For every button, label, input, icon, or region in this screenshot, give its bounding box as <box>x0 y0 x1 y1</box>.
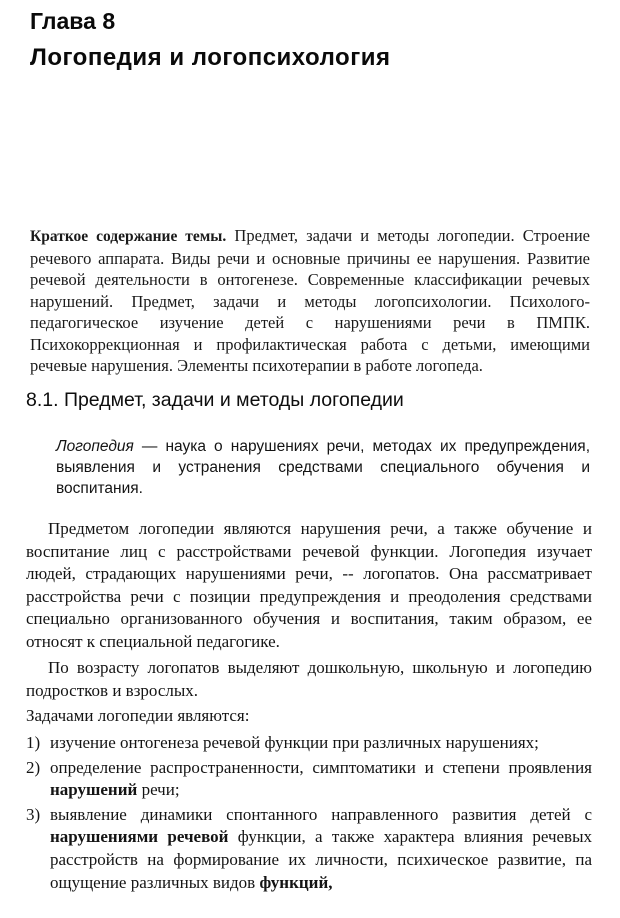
list-item-number: 1) <box>26 733 41 752</box>
emphasis-text: нарушений <box>50 780 138 800</box>
chapter-label: Глава 8 <box>30 8 116 34</box>
plain-text: функции, а также характера влияния речевых расстройств на формирование их личности, психическое развитие, па ощущение различных видов <box>50 827 592 892</box>
list-item <box>26 757 592 802</box>
plain-text: речи; <box>137 780 180 800</box>
paragraph-2: По возрасту логопатов выделяют дошкольную, школьную и логопедию подростков и взрослых. <box>26 658 592 700</box>
task-list <box>26 732 592 896</box>
list-item <box>26 804 592 894</box>
list-item-text <box>50 732 592 755</box>
plain-text: изучение онтогенеза речевой функции при различных нарушениях; <box>50 733 539 752</box>
chapter-title: Логопедия и логопсихология <box>30 44 391 71</box>
paragraph-3: Задачами логопедии являются: <box>26 706 250 725</box>
list-item-text <box>50 757 592 802</box>
list-item-text <box>50 804 592 894</box>
emphasis-text: нарушениями речевой <box>50 827 229 847</box>
summary-lead-label: Краткое содержание темы. <box>30 228 227 245</box>
definition-text: — наука о нарушениях речи, методах их предупреждения, выявления и устранения средствами специального обучения и воспитания. <box>56 438 590 497</box>
list-item-number: 3) <box>26 804 41 824</box>
paragraph-1: Предметом логопедии являются нарушения речи, а также обучение и воспитание лиц с расстройствами речевой функции. Логопедия изучает людей, страдающих нарушениями речи, -- логопатов. Она рассматривает расстройства речи с позиции предупреждения и преодоления средствами специально организованного обучения и воспитания, таким образом, ее относят к специальной педагогике. <box>26 519 592 651</box>
list-item <box>26 732 592 755</box>
list-item-number: 2) <box>26 757 41 777</box>
section-heading: 8.1. Предмет, задачи и методы логопедии <box>26 389 404 411</box>
definition-block <box>56 436 590 499</box>
chapter-summary <box>30 225 590 377</box>
definition-term: Логопедия <box>56 438 134 455</box>
plain-text: определение распространенности, симптоматики и степени проявления <box>50 757 592 777</box>
plain-text: выявление динамики спонтанного направленного развития детей с <box>50 804 592 824</box>
summary-text: Предмет, задачи и методы логопедии. Строение речевого аппарата. Виды речи и основные причины ее нарушения. Развитие речевой деятельности в онтогенезе. Современные классификации речевых нарушений. Предмет, задачи и методы логопсихологии. Психолого-педагогическое изучение детей с нарушениями речи в ПМПК. Психокоррекционная и профилактическая работа с детьми, имеющими речевые нарушения. Элементы психотерапии в работе логопеда. <box>30 226 590 375</box>
emphasis-text: функций, <box>259 872 333 892</box>
